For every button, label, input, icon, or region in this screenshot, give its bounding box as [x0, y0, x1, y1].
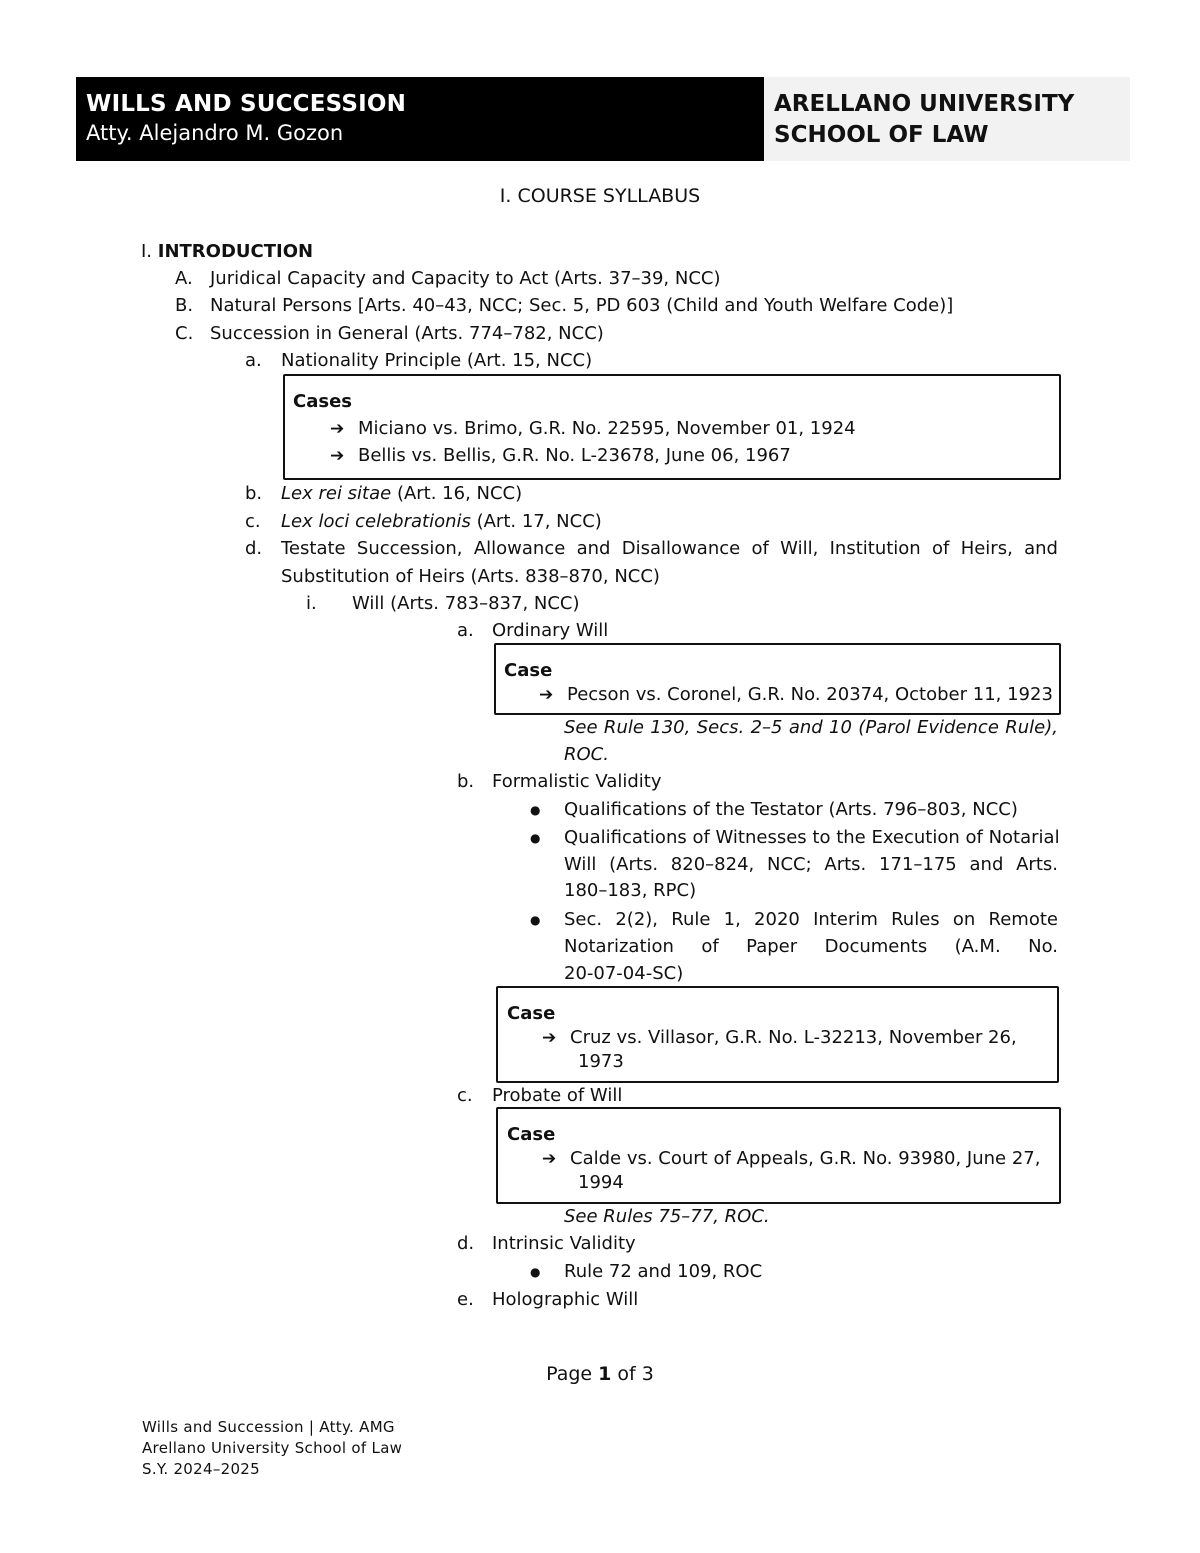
note-rules: See Rules 75–77, ROC.	[564, 1206, 770, 1227]
case-box	[496, 986, 1059, 1083]
footer-line: Arellano University School of Law	[142, 1439, 403, 1457]
case-box-title: Case	[504, 660, 553, 681]
case-item: ➔ Miciano vs. Brimo, G.R. No. 22595, November 01, 1924	[330, 415, 856, 443]
case-item: ➔ Cruz vs. Villasor, G.R. No. L-32213, November 26,	[542, 1024, 1017, 1052]
bullet-text: Qualifications of Witnesses to the Execution of Notarial	[564, 827, 1060, 848]
header-left-banner	[76, 77, 764, 161]
case-item-cont: 1994	[578, 1172, 624, 1193]
cases-box	[283, 374, 1061, 480]
arrow-icon: ➔	[542, 1028, 557, 1048]
bullet-icon: ●	[530, 803, 541, 817]
case-box-title: Case	[507, 1124, 556, 1145]
arrow-icon: ➔	[542, 1149, 557, 1169]
case-item: ➔ Bellis vs. Bellis, G.R. No. L-23678, June 06, 1967	[330, 442, 791, 470]
sub-item-d-marker: d.	[245, 538, 263, 559]
header-right-banner	[764, 77, 1130, 161]
arrow-icon: ➔	[539, 685, 554, 705]
note-parol-line2: ROC.	[564, 744, 609, 765]
note-parol: See Rule 130, Secs. 2–5 and 10 (Parol Evidence Rule),	[564, 717, 1058, 738]
footer-line: S.Y. 2024–2025	[142, 1460, 260, 1478]
course-title: WILLS AND SUCCESSION	[86, 91, 407, 117]
bullet-text: Will (Arts. 820–824, NCC; Arts. 171–175 and Arts.	[564, 854, 1058, 875]
case-item: ➔ Pecson vs. Coronel, G.R. No. 20374, October 11, 1923	[539, 681, 1053, 709]
page-number: Page 1 of 3	[546, 1363, 654, 1385]
sub-item-d-line2: Substitution of Heirs (Arts. 838–870, NCC)	[281, 566, 660, 587]
bullet-text: 180–183, RPC)	[564, 880, 697, 901]
case-box-title: Case	[507, 1003, 556, 1024]
arrow-icon: ➔	[330, 446, 345, 466]
bullet-text: 20-07-04-SC)	[564, 963, 684, 984]
case-box	[494, 643, 1061, 715]
footer-line: Wills and Succession | Atty. AMG	[142, 1418, 395, 1436]
cases-box-title: Cases	[293, 391, 352, 412]
case-item: ➔ Calde vs. Court of Appeals, G.R. No. 93980, June 27,	[542, 1145, 1040, 1173]
section-marker: I.	[141, 241, 153, 262]
bullet-text: Sec. 2(2), Rule 1, 2020 Interim Rules on Remote	[564, 909, 1058, 930]
school-name: SCHOOL OF LAW	[774, 122, 989, 148]
bullet-text: Notarization of Paper Documents (A.M. No.	[564, 936, 1058, 957]
section-intro	[141, 238, 313, 265]
university-name: ARELLANO UNIVERSITY	[774, 91, 1075, 117]
bullet-icon: ●	[530, 831, 541, 845]
instructor-name: Atty. Alejandro M. Gozon	[86, 121, 344, 145]
bullet-icon: ●	[530, 1265, 541, 1279]
case-box	[496, 1107, 1061, 1204]
footer	[142, 1417, 402, 1480]
page-title: I. COURSE SYLLABUS	[499, 185, 701, 207]
bullet-icon: ●	[530, 913, 541, 927]
sub-item-d-line1: Testate Succession, Allowance and Disallowance of Will, Institution of Heirs, and	[281, 538, 1058, 559]
case-item-cont: 1973	[578, 1051, 624, 1072]
arrow-icon: ➔	[330, 419, 345, 439]
section-title: INTRODUCTION	[157, 241, 314, 262]
